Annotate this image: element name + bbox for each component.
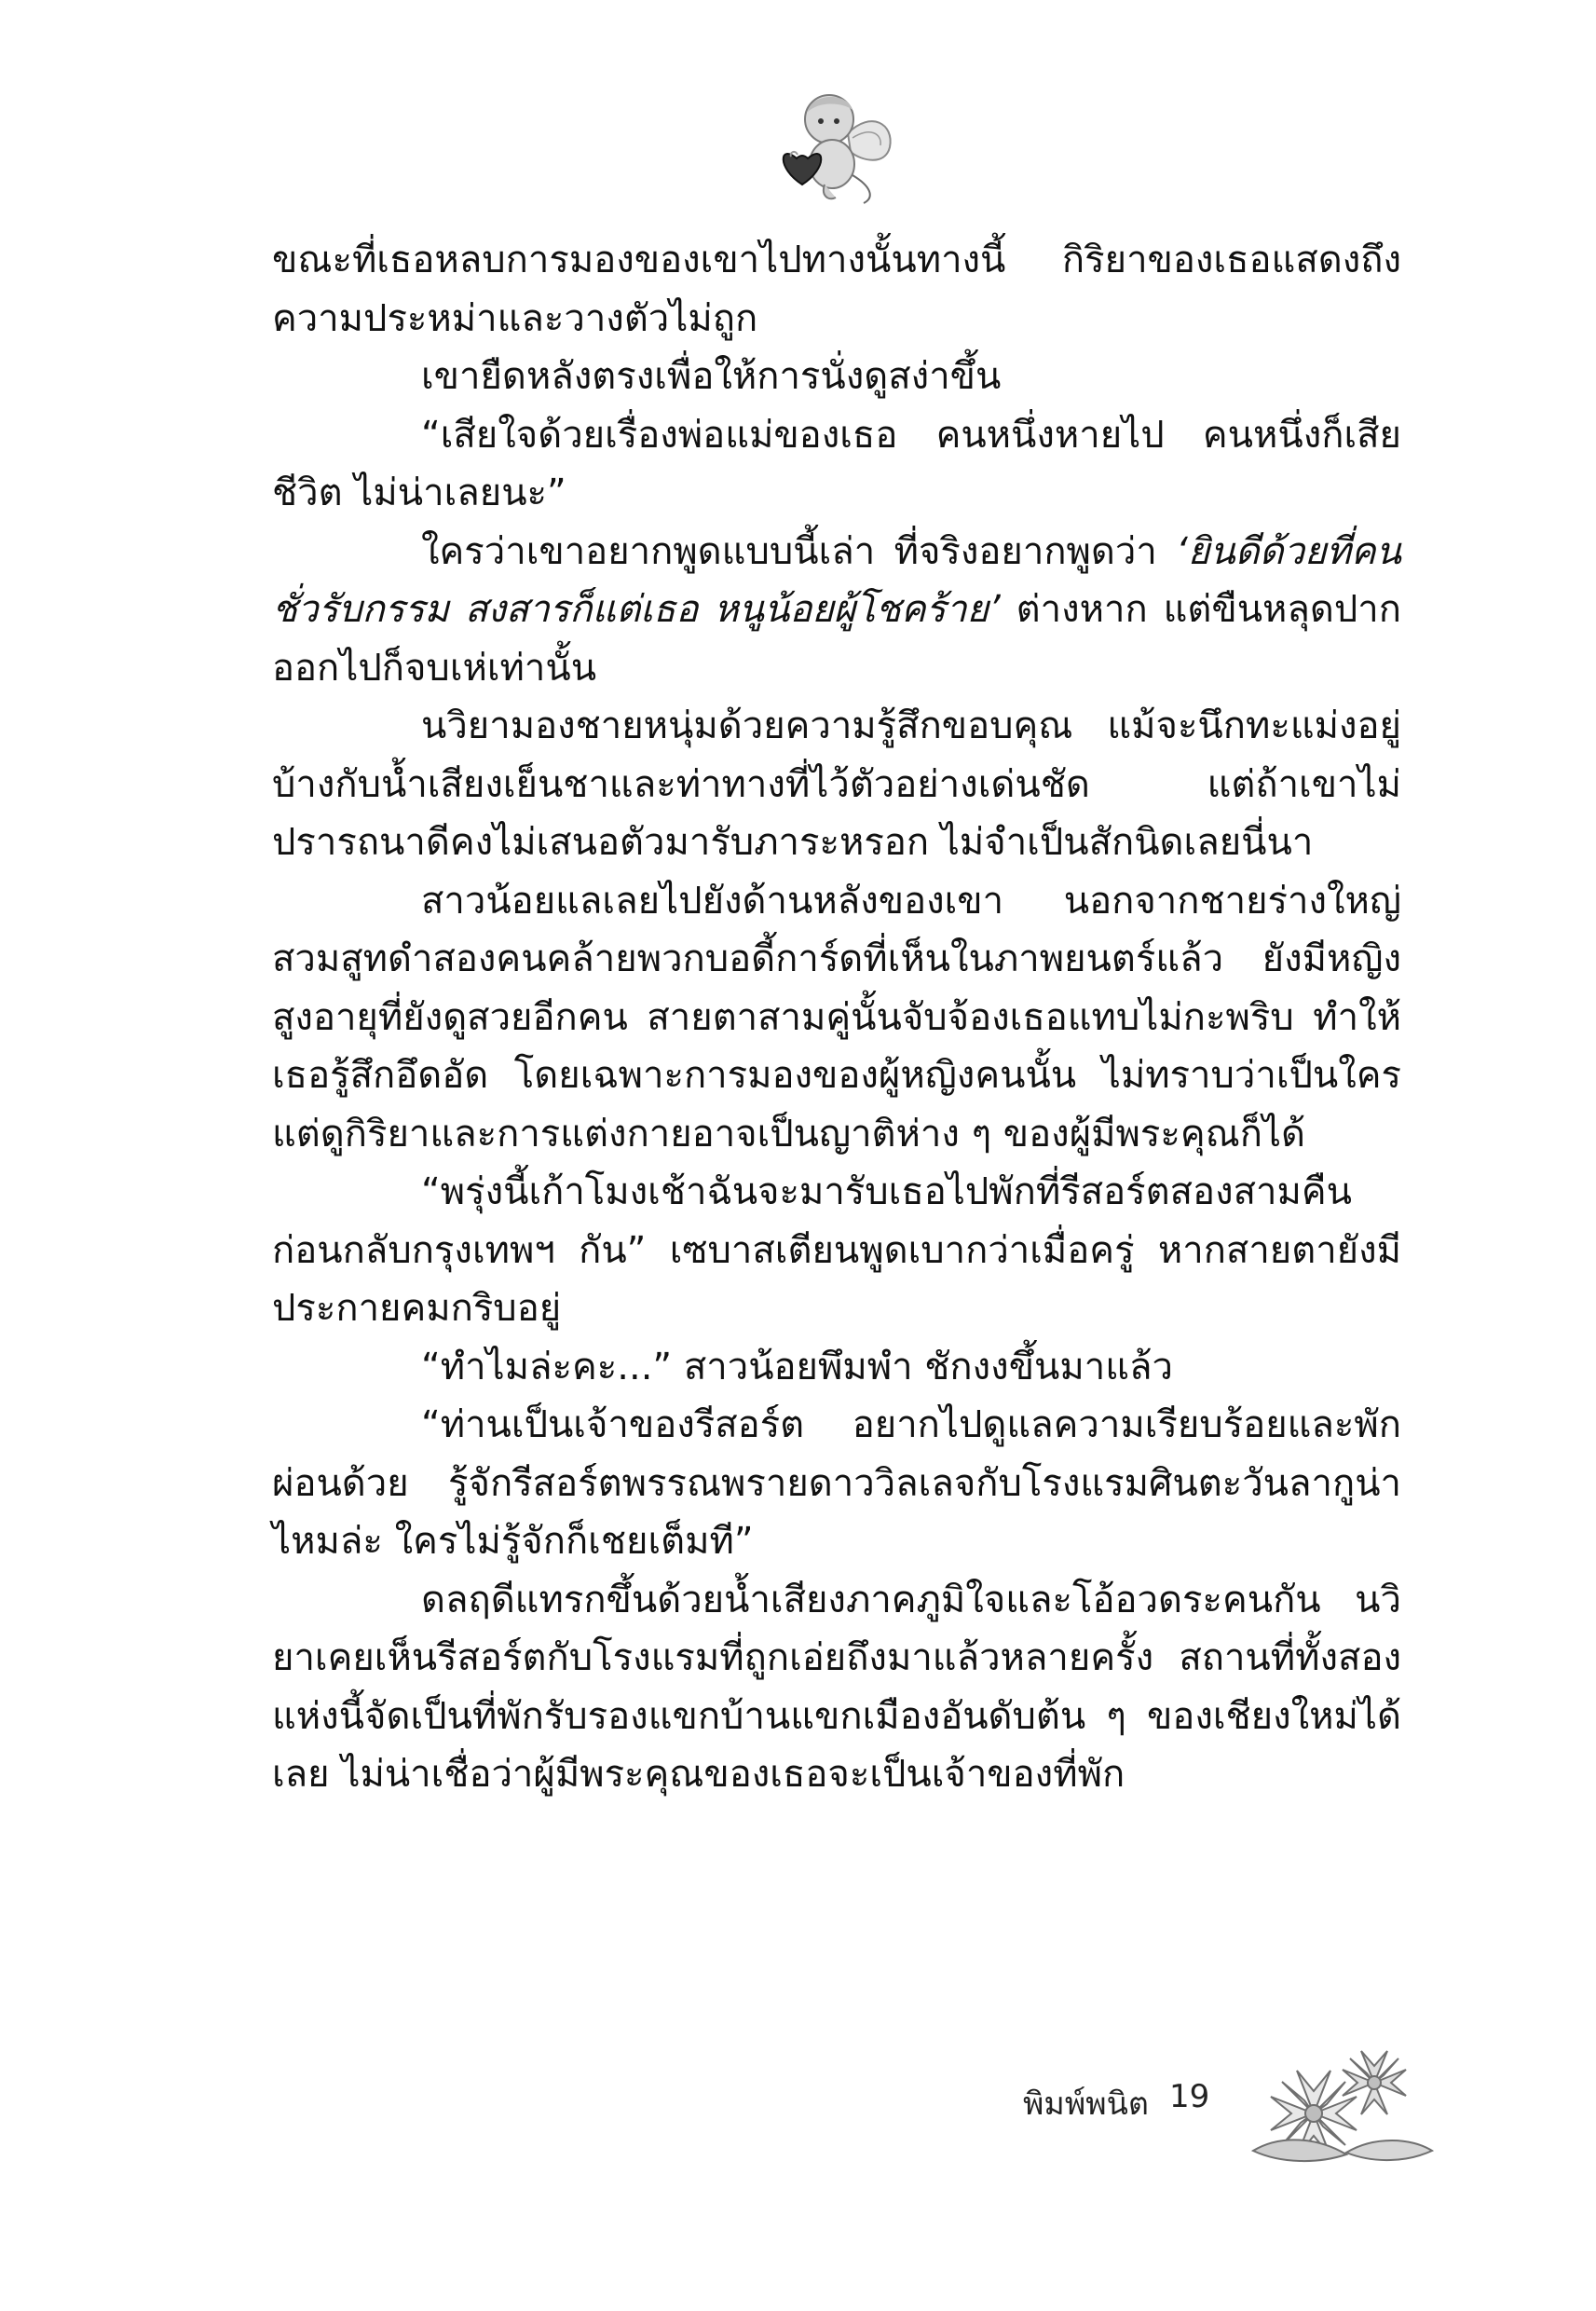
text-run: “พรุ่งนี้เก้าโมงเช้าฉันจะมารับเธอไปพักที่รีสอร์ตสองสามคืนก่อนกลับกรุงเทพฯ กัน” เซบาสเตียนพูดเบากว่าเมื่อครู่ หากสายตายังมีประกายคมกริบอยู่ [272,1170,1401,1330]
body-text [272,231,1401,1804]
cupid-with-heart-icon [759,82,899,208]
italic-thought: ‘ยินดีด้วยที่คนชั่วรับกรรม สงสารก็แต่เธอ หนูน้อยผู้โชคร้าย’ [272,529,1401,631]
text-run: “ทำไมล่ะคะ...” สาวน้อยพึมพำ ชักงงขึ้นมาแล้ว [421,1345,1173,1388]
paragraph [272,697,1401,872]
text-run: ดลฤดีแทรกขึ้นด้วยน้ำเสียงภาคภูมิใจและโอ้อวดระคนกัน นวิยาเคยเห็นรีสอร์ตกับโรงแรมที่ถูกเอ่ยถึงมาแล้วหลายครั้ง สถานที่ทั้งสองแห่งนี้จัดเป็นที่พักรับรองแขกบ้านแขกเมืองอันดับต้น ๆ ของเชียงใหม่ได้เลย ไม่น่าเชื่อว่าผู้มีพระคุณของเธอจะเป็นเจ้าของที่พัก [272,1578,1401,1796]
text-run: สาวน้อยแลเลยไปยังด้านหลังของเขา นอกจากชายร่างใหญ่สวมสูทดำสองคนคล้ายพวกบอดี้การ์ดที่เห็นในภาพยนตร์แล้ว ยังมีหญิงสูงอายุที่ยังดูสวยอีกคน สายตาสามคู่นั้นจับจ้องเธอแทบไม่กะพริบ ทำให้เธอรู้สึกอึดอัด โดยเฉพาะการมองของผู้หญิงคนนั้น ไม่ทราบว่าเป็นใคร แต่ดูกิริยาและการแต่งกายอาจเป็นญาติห่าง ๆ ของผู้มีพระคุณก็ได้ [272,879,1401,1156]
paragraph [272,1396,1401,1571]
text-run: ขณะที่เธอหลบการมองของเขาไปทางนั้นทางนี้ กิริยาของเธอแสดงถึงความประหม่าและวางตัวไม่ถูก [272,239,1401,340]
paragraph [272,872,1401,1164]
text-run: ต่างหาก แต่ขืนหลุดปากออกไปก็จบเห่เท่านั้น [272,588,1401,690]
lotus-flowers-icon [1235,2041,1439,2171]
paragraph [272,1338,1401,1397]
paragraph [272,1163,1401,1338]
paragraph [272,523,1401,698]
paragraph [272,1571,1401,1804]
paragraph [272,348,1401,406]
text-run: “ท่านเป็นเจ้าของรีสอร์ต อยากไปดูแลความเรียบร้อยและพักผ่อนด้วย รู้จักรีสอร์ตพรรณพรายดาววิลเลจกับโรงแรมศินตะวันลากูน่า ไหมล่ะ ใครไม่รู้จักก็เชยเต็มที” [272,1403,1401,1563]
paragraph [272,231,1401,348]
page-number: 19 [1169,2078,1210,2115]
text-run: นวิยามองชายหนุ่มด้วยความรู้สึกขอบคุณ แม้จะนึกทะแม่งอยู่บ้างกับน้ำเสียงเย็นชาและท่าทางที่ไว้ตัวอย่างเด่นชัด แต่ถ้าเขาไม่ปรารถนาดีคงไม่เสนอตัวมารับภาระหรอก ไม่จำเป็นสักนิดเลยนี่นา [272,704,1401,864]
text-run: เขายืดหลังตรงเพื่อให้การนั่งดูสง่าขึ้น [421,355,1002,398]
running-footer-title: พิมพ์พนิต [1023,2085,1149,2123]
text-run: ใครว่าเขาอยากพูดแบบนี้เล่า ที่จริงอยากพูดว่า [421,529,1177,573]
text-run: “เสียใจด้วยเรื่องพ่อแม่ของเธอ คนหนึ่งหายไป คนหนึ่งก็เสียชีวิต ไม่น่าเลยนะ” [272,413,1401,514]
paragraph [272,406,1401,523]
